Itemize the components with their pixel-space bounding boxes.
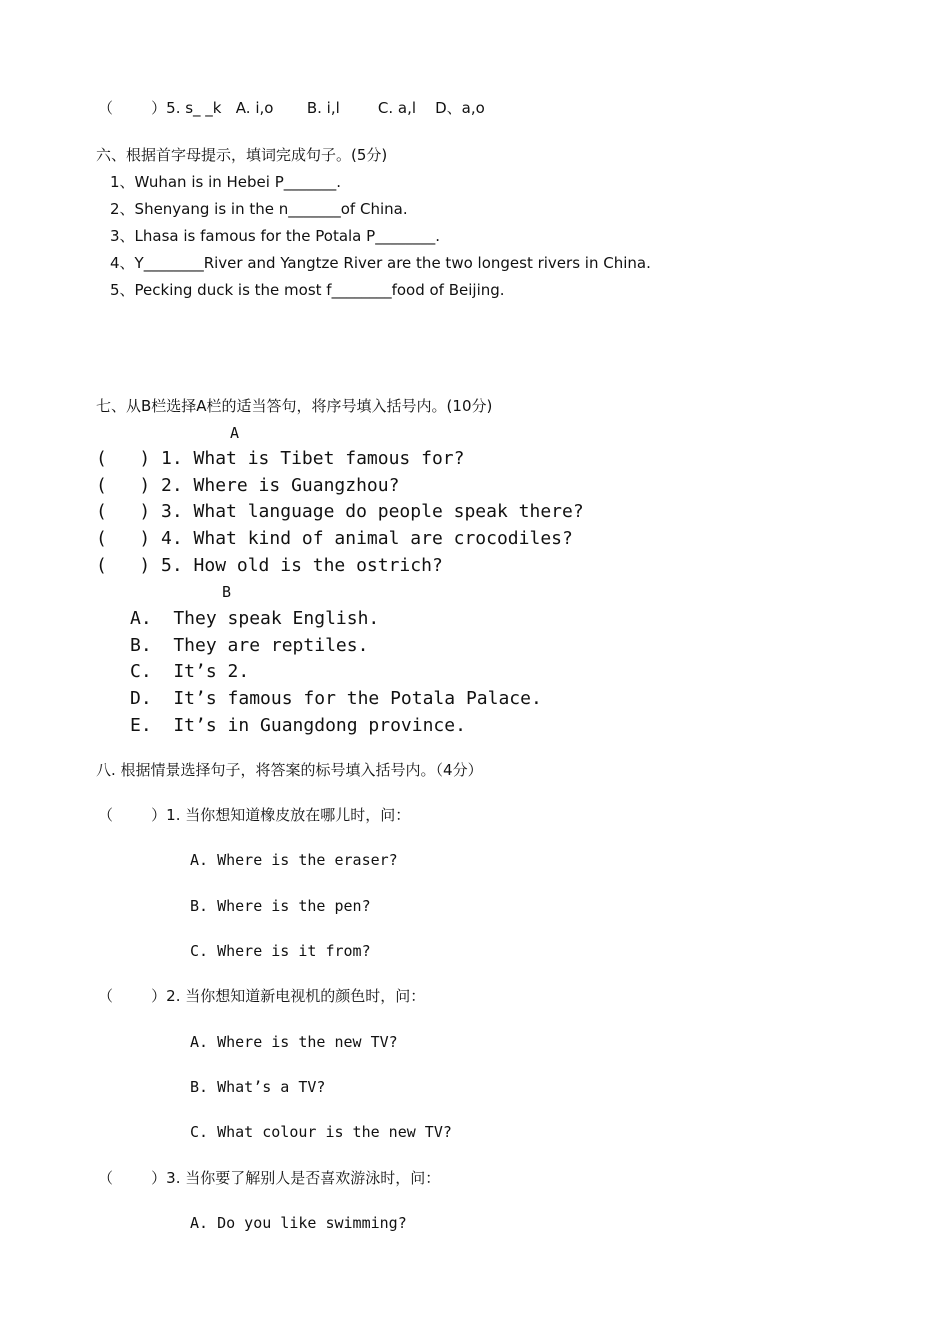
s7-answer-e: E. It’s in Guangdong province. xyxy=(130,715,466,736)
s7-question-4: ( ) 4. What kind of animal are crocodiles? xyxy=(96,528,573,549)
s8-question-2: （ ）2. 当你想知道新电视机的颜色时，问： xyxy=(98,987,426,1005)
column-a-label: A xyxy=(230,424,240,442)
section-8-title: 八. 根据情景选择句子，将答案的标号填入括号内。（4分） xyxy=(96,761,483,779)
section-7-title: 七、从B栏选择A栏的适当答句，将序号填入括号内。(10分) xyxy=(96,397,493,415)
s6-item-4: 4、Y________River and Yangtze River are the two longest rivers in China. xyxy=(110,254,651,272)
s8-question-3: （ ）3. 当你要了解别人是否喜欢游泳时，问： xyxy=(98,1169,441,1187)
s8-q1-option-a: A. Where is the eraser? xyxy=(190,851,398,869)
section-6-title: 六、根据首字母提示，填词完成句子。(5分) xyxy=(96,146,388,164)
s7-question-1: ( ) 1. What is Tibet famous for? xyxy=(96,448,465,469)
s8-q2-option-a: A. Where is the new TV? xyxy=(190,1033,398,1051)
s7-answer-d: D. It’s famous for the Potala Palace. xyxy=(130,688,542,709)
s7-question-3: ( ) 3. What language do people speak there? xyxy=(96,501,584,522)
s7-answer-c: C. It’s 2. xyxy=(130,661,250,682)
s6-item-3: 3、Lhasa is famous for the Potala P________. xyxy=(110,227,440,245)
s7-answer-b: B. They are reptiles. xyxy=(130,635,369,656)
s7-answer-a: A. They speak English. xyxy=(130,608,380,629)
s8-q2-option-b: B. What’s a TV? xyxy=(190,1078,326,1096)
s8-question-1: （ ）1. 当你想知道橡皮放在哪儿时，问： xyxy=(98,806,411,824)
s8-q1-option-b: B. Where is the pen? xyxy=(190,897,371,915)
s7-question-5: ( ) 5. How old is the ostrich? xyxy=(96,555,443,576)
column-b-label: B xyxy=(222,583,232,601)
s8-q3-option-a: A. Do you like swimming? xyxy=(190,1214,407,1232)
q5-line: （ ）5. s_ _k A. i,o B. i,l C. a,l D、a,o xyxy=(98,99,485,117)
s8-q2-option-c: C. What colour is the new TV? xyxy=(190,1123,452,1141)
s6-item-1: 1、Wuhan is in Hebei P_______. xyxy=(110,173,342,191)
s6-item-5: 5、Pecking duck is the most f________food of Beijing. xyxy=(110,281,505,299)
s7-question-2: ( ) 2. Where is Guangzhou? xyxy=(96,475,400,496)
s8-q1-option-c: C. Where is it from? xyxy=(190,942,371,960)
s6-item-2: 2、Shenyang is in the n_______of China. xyxy=(110,200,408,218)
